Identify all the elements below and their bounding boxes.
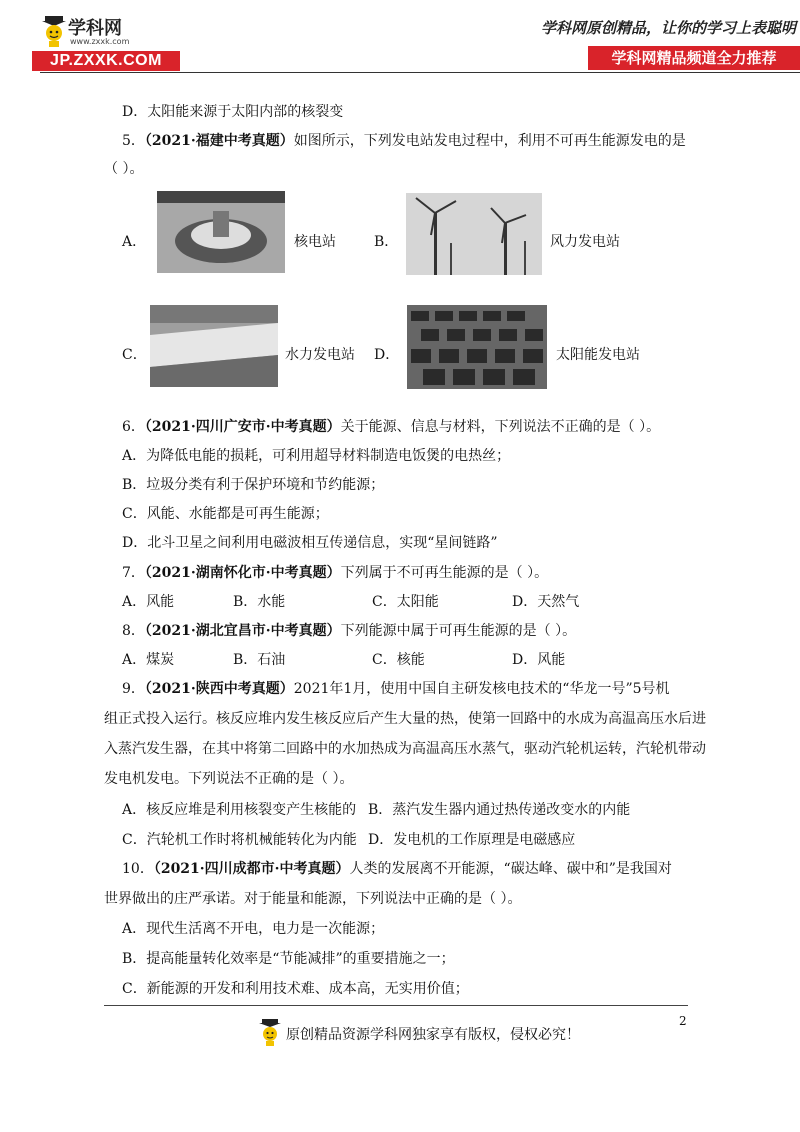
q7-option-c: C．太阳能 [372, 594, 439, 610]
q5-option-c-label: C． [122, 347, 147, 363]
question-text: 关于能源、信息与材料，下列说法不正确的是（ ）。 [340, 419, 661, 435]
q5-option-c-caption: 水力发电站 [285, 347, 355, 363]
q6-option-c: C．风能、水能都是可再生能源； [122, 506, 329, 522]
logo-text: 学科网 [68, 18, 122, 39]
q5-blank: （ ）。 [104, 161, 144, 177]
q10-text-line-2: 世界做出的庄严承诺。对于能量和能源，下列说法中正确的是（ ）。 [104, 891, 522, 907]
q10-option-c: C．新能源的开发和利用技术难、成本高，无实用价值； [122, 981, 469, 997]
question-9 [122, 678, 670, 698]
q5-option-b-caption: 风力发电站 [550, 234, 620, 250]
question-8 [122, 620, 576, 640]
q9-option-b: B．蒸汽发生器内通过热传递改变水的内能 [368, 802, 631, 818]
mascot-footer-icon [258, 1018, 282, 1048]
q9-text-line-4: 发电机发电。下列说法不正确的是（ ）。 [104, 771, 354, 787]
q5-option-d-label: D． [374, 347, 400, 363]
q10-option-b: B．提高能量转化效率是“节能减排”的重要措施之一； [122, 951, 455, 967]
q5-option-b-label: B． [374, 234, 399, 250]
q5-option-a-caption: 核电站 [294, 234, 336, 250]
question-text: 下列属于不可再生能源的是（ ）。 [340, 565, 549, 581]
question-number: 6． [122, 419, 145, 435]
question-source: （2021·湖南怀化市·中考真题） [144, 565, 341, 581]
nuclear-plant-photo [157, 191, 285, 273]
q8-option-d: D．风能 [512, 652, 566, 668]
q7-option-d: D．天然气 [512, 594, 580, 610]
hydro-plant-photo [150, 305, 278, 387]
question-text: 如图所示，下列发电站发电过程中，利用不可再生能源发电的是 [293, 133, 686, 149]
q9-option-c: C．汽轮机工作时将机械能转化为内能 [122, 832, 357, 848]
question-text: 人类的发展离不开能源，“碳达峰、碳中和”是我国对 [349, 861, 672, 877]
q8-option-b: B．石油 [233, 652, 286, 668]
q9-text-line-3: 入蒸汽发生器，在其中将第二回路中的水加热成为高温高压水蒸气，驱动汽轮机运转，汽轮机带动 [104, 741, 706, 757]
q9-text-line-2: 组正式投入运行。核反应堆内发生核反应后产生大量的热，使第一回路中的水成为高温高压水后进 [104, 711, 706, 727]
q9-option-d: D．发电机的工作原理是电磁感应 [368, 832, 576, 848]
page-number: 2 [679, 1014, 687, 1028]
footer-divider [104, 1005, 688, 1006]
question-number: 7． [122, 565, 145, 581]
q6-option-a: A．为降低电能的损耗，可利用超导材料制造电饭煲的电热丝； [122, 448, 511, 464]
question-number: 9． [122, 681, 145, 697]
q6-option-d: D．北斗卫星之间利用电磁波相互传递信息，实现“星间链路” [122, 535, 498, 551]
question-10 [122, 858, 672, 878]
question-source: （2021·陕西中考真题） [144, 681, 294, 697]
q5-option-a-label: A． [122, 234, 147, 250]
q6-option-b: B．垃圾分类有利于保护环境和节约能源； [122, 477, 385, 493]
question-text: 2021年1月，使用中国自主研发核电技术的“华龙一号”5号机 [293, 681, 670, 697]
q5-option-d-caption: 太阳能发电站 [556, 347, 640, 363]
question-7 [122, 562, 548, 582]
question-source: （2021·湖北宜昌市·中考真题） [144, 623, 341, 639]
q4-option-d: D．太阳能来源于太阳内部的核裂变 [122, 104, 344, 120]
mascot-logo-icon [40, 14, 68, 48]
q8-option-c: C．核能 [372, 652, 425, 668]
q9-option-a: A．核反应堆是利用核裂变产生核能的 [122, 802, 357, 818]
logo-url: www.zxxk.com [70, 37, 130, 46]
question-text: 下列能源中属于可再生能源的是（ ）。 [340, 623, 577, 639]
question-source: （2021·四川成都市·中考真题） [153, 861, 350, 877]
question-source: （2021·福建中考真题） [144, 133, 294, 149]
question-number: 8． [122, 623, 145, 639]
q10-option-a: A．现代生活离不开电，电力是一次能源； [122, 921, 385, 937]
q7-option-a: A．风能 [122, 594, 175, 610]
question-number: 5． [122, 133, 145, 149]
question-6 [122, 416, 660, 436]
footer-copyright: 原创精品资源学科网独家享有版权，侵权必究！ [286, 1027, 580, 1043]
site-banner[interactable]: JP.ZXXK.COM [32, 51, 180, 71]
solar-plant-photo [407, 305, 547, 389]
promo-banner[interactable]: 学科网精品频道全力推荐 [588, 46, 800, 70]
q7-option-b: B．水能 [233, 594, 286, 610]
q8-option-a: A．煤炭 [122, 652, 175, 668]
question-number: 10． [122, 861, 154, 877]
question-5 [122, 130, 686, 150]
header-slogan: 学科网原创精品，让你的学习上表聪明 [541, 19, 797, 37]
wind-farm-photo [406, 193, 542, 275]
header-divider [40, 72, 800, 73]
question-source: （2021·四川广安市·中考真题） [144, 419, 341, 435]
